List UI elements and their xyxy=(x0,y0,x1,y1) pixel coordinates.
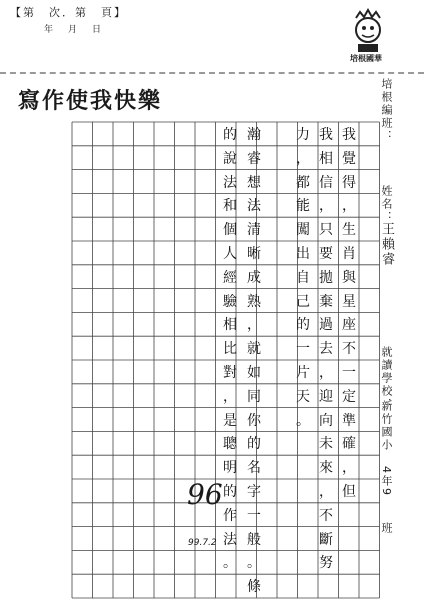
essay-char: 字 xyxy=(247,484,261,500)
essay-char: 是 xyxy=(223,412,237,429)
essay-char: 說 xyxy=(223,150,237,167)
essay-char: 想 xyxy=(247,174,261,191)
essay-char: 清 xyxy=(247,222,261,239)
essay-char: 名 xyxy=(247,460,261,477)
essay-char: 星 xyxy=(342,293,356,310)
essay-char: 天 xyxy=(296,388,310,405)
essay-char: 信 xyxy=(319,174,333,191)
essay-char: 成 xyxy=(247,269,261,286)
essay-char: 不 xyxy=(319,507,333,524)
date-header: 年 月 日 xyxy=(44,25,105,35)
essay-char: 迎 xyxy=(319,388,333,405)
essay-char: 驗 xyxy=(223,293,237,310)
essay-char: 同 xyxy=(247,388,261,405)
essay-char: 只 xyxy=(319,222,333,239)
essay-char: 片 xyxy=(296,365,310,381)
essay-char: 就 xyxy=(247,341,261,358)
essay-char: 與 xyxy=(342,269,356,286)
essay-char: 覺 xyxy=(342,150,356,167)
essay-char: 法 xyxy=(247,198,261,215)
essay-char: 斷 xyxy=(319,531,333,548)
essay-char: 的 xyxy=(223,127,237,143)
essay-char: ， xyxy=(223,388,237,405)
essay-char: 個 xyxy=(223,222,237,239)
essay-char: 生 xyxy=(342,222,356,239)
essay-title: 寫作使我快樂 xyxy=(18,88,163,114)
essay-char: 肖 xyxy=(342,246,356,262)
page-number-header: 【第 次．第 頁】 xyxy=(10,6,127,19)
essay-char: 己 xyxy=(296,293,310,310)
essay-char: 闖 xyxy=(296,222,310,239)
essay-char: 。 xyxy=(296,412,310,429)
essay-char: 聰 xyxy=(223,436,237,453)
essay-char: 自 xyxy=(296,269,310,286)
essay-char: 不 xyxy=(342,341,356,358)
essay-char: 人 xyxy=(223,246,237,262)
essay-char: 法 xyxy=(223,174,237,191)
essay-char: 和 xyxy=(223,198,237,215)
name-label: 姓名： xyxy=(380,185,393,224)
grading-date: 99.7.2 xyxy=(188,538,217,548)
essay-char: 熟 xyxy=(247,293,261,310)
name-value: 王賴睿 xyxy=(379,222,394,267)
essay-char: 出 xyxy=(296,246,310,262)
logo-label: 培根國華 xyxy=(350,54,382,63)
essay-char: 準 xyxy=(342,412,356,429)
essay-char: 我 xyxy=(342,127,356,143)
essay-char: ， xyxy=(296,150,310,167)
essay-char: 一 xyxy=(296,341,310,358)
essay-char: 如 xyxy=(247,365,261,381)
essay-char: 明 xyxy=(223,460,237,477)
essay-char: 未 xyxy=(319,436,333,453)
school-label: 就讀學校： xyxy=(380,346,393,411)
essay-char: ， xyxy=(319,198,333,215)
essay-char: 的 xyxy=(296,317,310,334)
essay-char: 晰 xyxy=(247,246,261,262)
essay-char: 作 xyxy=(223,507,237,524)
grade-value: 4年9 xyxy=(380,466,393,497)
essay-char: 棄 xyxy=(319,293,333,310)
essay-char: 但 xyxy=(342,484,356,500)
essay-char: 條 xyxy=(247,579,261,596)
essay-char: 對 xyxy=(223,365,237,381)
essay-char: 定 xyxy=(342,388,356,405)
essay-char: 相 xyxy=(319,150,333,167)
essay-char: ， xyxy=(319,484,333,500)
essay-char: 座 xyxy=(342,317,356,334)
essay-char: 你 xyxy=(247,412,261,429)
essay-char: 般 xyxy=(247,531,261,548)
essay-char: 努 xyxy=(319,555,333,572)
essay-char: 相 xyxy=(223,317,237,334)
essay-char: 去 xyxy=(319,341,333,358)
essay-char: 法 xyxy=(223,531,237,548)
essay-char: 比 xyxy=(223,341,237,358)
essay-char: 經 xyxy=(223,269,237,286)
essay-char: 一 xyxy=(247,507,261,524)
essay-char: 瀚 xyxy=(247,127,261,143)
class-label: 班 xyxy=(380,522,393,535)
essay-char: ， xyxy=(319,365,333,381)
teacher-label: 培根編班： xyxy=(380,78,393,143)
score: 96 xyxy=(187,478,223,511)
essay-char: 睿 xyxy=(247,150,261,167)
essay-char: 確 xyxy=(342,436,356,453)
essay-char: 。 xyxy=(247,555,261,572)
essay-char: 要 xyxy=(319,246,333,262)
essay-char: 力 xyxy=(296,127,310,143)
essay-char: 拋 xyxy=(319,269,333,286)
essay-char: ， xyxy=(247,317,261,334)
essay-char: 能 xyxy=(296,198,310,215)
essay-char: 過 xyxy=(319,317,333,334)
essay-char: 來 xyxy=(319,460,333,477)
essay-char: 的 xyxy=(223,484,237,500)
essay-char: ， xyxy=(342,198,356,215)
essay-char: 我 xyxy=(319,127,333,143)
school-value: 新竹國小 xyxy=(380,400,393,452)
essay-char: 。 xyxy=(223,555,237,572)
essay-char: 都 xyxy=(296,174,310,191)
essay-char: ， xyxy=(342,460,356,477)
essay-char: 得 xyxy=(342,174,356,191)
essay-char: 一 xyxy=(342,365,356,381)
essay-char: 的 xyxy=(247,436,261,453)
essay-char: 向 xyxy=(319,412,333,429)
